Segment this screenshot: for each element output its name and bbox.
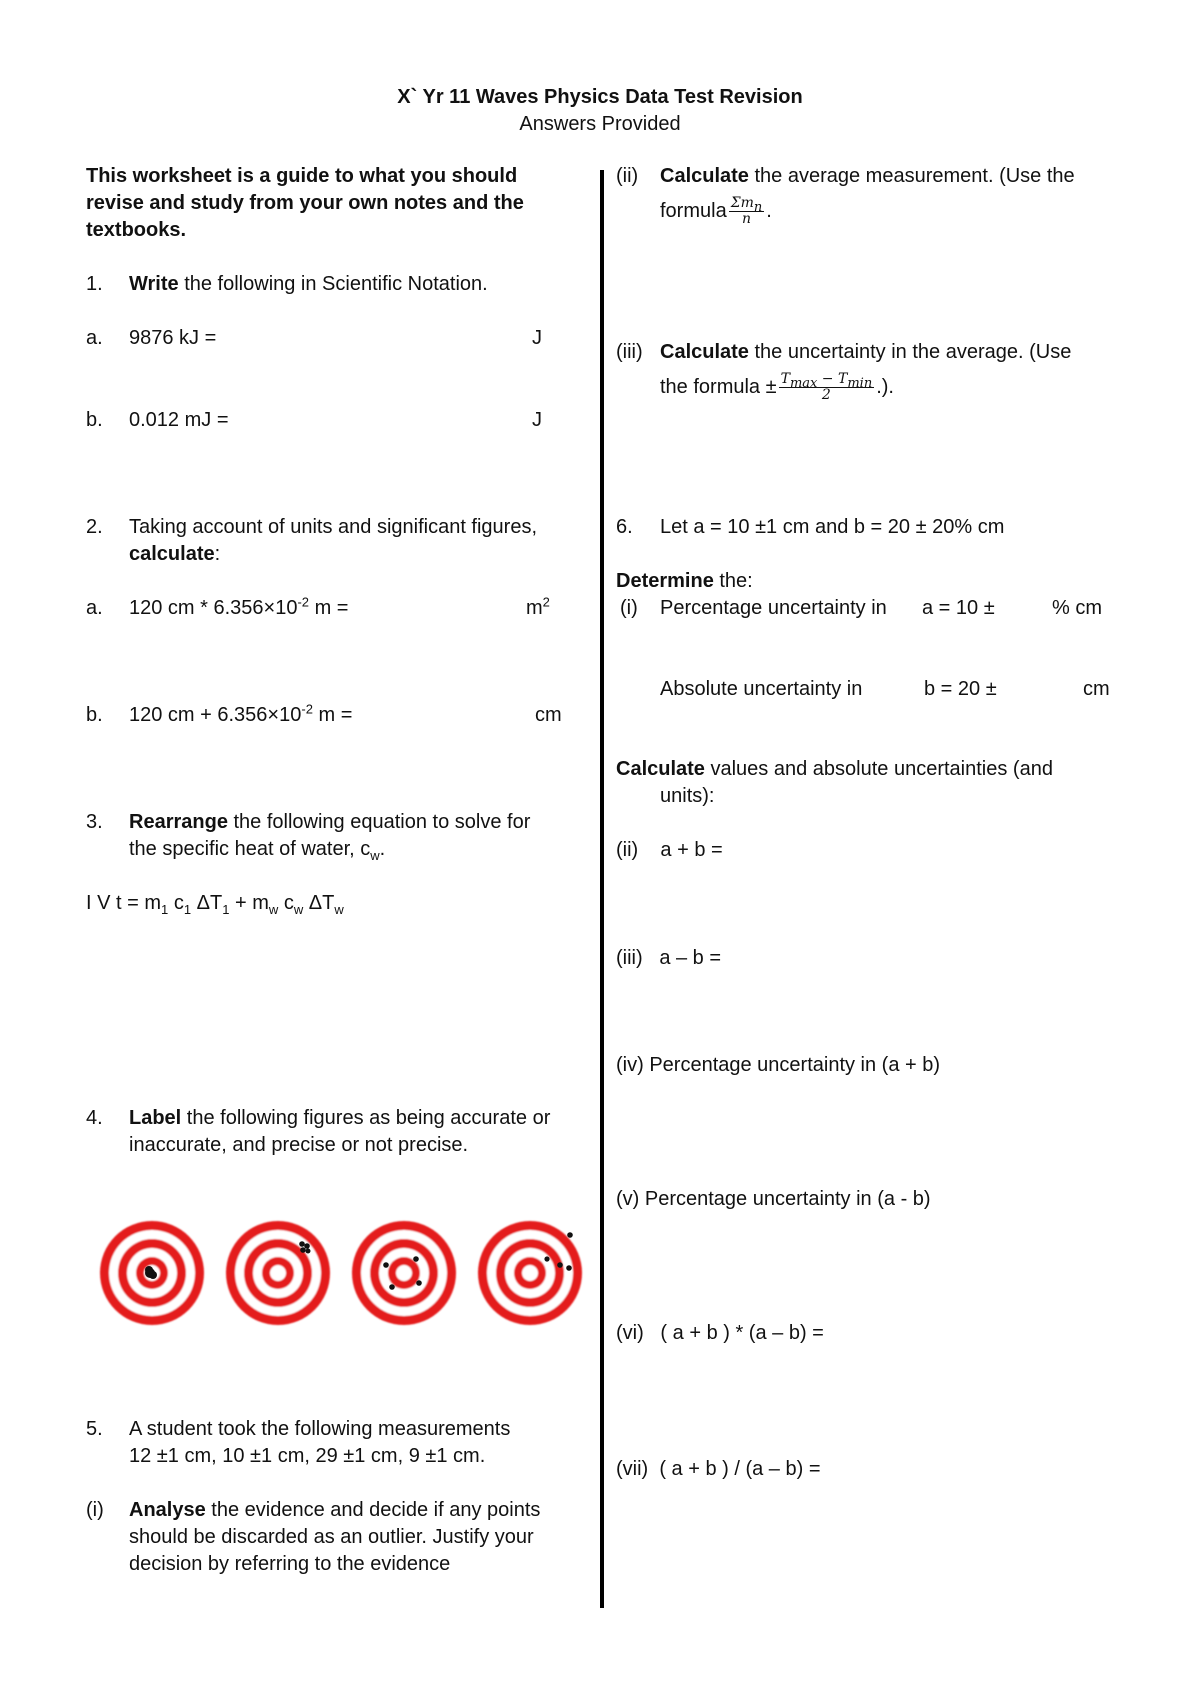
q5i-label: (i) [86, 1499, 104, 1521]
q2a-label: a. [86, 597, 103, 619]
q4-number: 4. [86, 1107, 103, 1129]
q2-line-1: Taking account of units and significant figures, [129, 516, 538, 538]
page-subtitle: Answers Provided [519, 113, 681, 135]
intro-line-3: textbooks. [86, 219, 187, 241]
q3-number: 3. [86, 811, 103, 833]
q1b-expression: 0.012 mJ = [129, 409, 229, 431]
q6-determine: Determine the: [616, 570, 753, 592]
q2b-unit: cm [535, 704, 562, 726]
q1-prompt: Write the following in Scientific Notation. [129, 273, 488, 295]
q1a-unit: J [532, 327, 542, 349]
q5iii-formula: the formula ± $\frac{T_{max} - T_{min}}{2}$ .). [660, 371, 894, 403]
q2b-label: b. [86, 704, 103, 726]
uncertainty-formula: $\frac{T_{max} - T_{min}}{2}$ [780, 371, 873, 403]
q2b-expression: 120 cm + $6.356\times 10^{-2}$ m = [129, 701, 353, 726]
q6vi-product: (vi) ( a + b ) * (a – b) = [616, 1322, 824, 1344]
q5iii-label: (iii) [616, 341, 643, 363]
q5i-prompt: Analyse the evidence and decide if any points [129, 1499, 541, 1521]
q1-number: 1. [86, 273, 103, 295]
q3-equation: I V $t = m_1$ $c_1$ $\Delta T_1 + m_w$ $c_w$ $\Delta T_w$ [86, 892, 344, 917]
q5iii-prompt: Calculate the uncertainty in the average. (Use [660, 341, 1072, 363]
q6ii-sum: (ii) a + b = [616, 839, 723, 861]
q1b-label: b. [86, 409, 103, 431]
q6-absolute-text: Absolute uncertainty in [660, 678, 863, 700]
q6i-label: (i) [620, 597, 638, 619]
q5ii-formula: formula $\frac{\Sigma m_n}{n}$ . [660, 195, 772, 227]
q6iii-difference: (iii) a – b = [616, 947, 722, 969]
q6-absolute-unit: cm [1083, 678, 1110, 700]
target-4 [478, 1221, 582, 1325]
q2-number: 2. [86, 516, 103, 538]
q6vii-quotient: (vii) ( a + b ) / (a – b) = [616, 1458, 821, 1480]
q5-line-1: A student took the following measurements [129, 1418, 511, 1440]
intro-line-1: This worksheet is a guide to what you should [86, 165, 518, 187]
q1a-expression: 9876 kJ = [129, 327, 217, 349]
q4-line-2: inaccurate, and precise or not precise. [129, 1134, 469, 1156]
intro-line-2: revise and study from your own notes and the [86, 192, 524, 214]
q6-calculate-line-2: units): [660, 785, 715, 807]
q1b-unit: J [532, 409, 542, 431]
q6i-text: Percentage uncertainty in [660, 597, 887, 619]
q5ii-prompt: Calculate the average measurement. (Use the [660, 165, 1075, 187]
q5i-line-3: decision by referring to the evidence [129, 1553, 451, 1575]
target-diagrams [96, 1217, 588, 1329]
q2a-unit: $m^2$ [526, 594, 550, 619]
q5ii-label: (ii) [616, 165, 639, 187]
q5-measurements: 12 ±1 cm, 10 ±1 cm, 29 ±1 cm, 9 ±1 cm. [129, 1445, 486, 1467]
target-2 [226, 1221, 330, 1325]
average-formula: $\frac{\Sigma m_n}{n}$ [730, 195, 763, 227]
target-3 [352, 1221, 456, 1325]
q6-number: 6. [616, 516, 633, 538]
q6i-unit: % cm [1052, 597, 1102, 619]
q3-line-2: the specific heat of water, $c_w$. [129, 838, 386, 863]
q6-given: Let a = 10 ±1 cm and b = 20 ± 20% cm [660, 516, 1005, 538]
q6iv-percentage-sum: (iv) Percentage uncertainty in (a + b) [616, 1054, 941, 1076]
q2a-expression: 120 cm * $6.356\times 10^{-2}$ m = [129, 594, 349, 619]
column-divider [600, 170, 604, 1608]
q1a-label: a. [86, 327, 103, 349]
q2-line-2: calculate: [129, 543, 221, 565]
q5i-line-2: should be discarded as an outlier. Justify your [129, 1526, 534, 1548]
q6i-equation: a = 10 ± [922, 597, 995, 619]
q4-prompt: Label the following figures as being accurate or [129, 1107, 551, 1129]
q6v-percentage-difference: (v) Percentage uncertainty in (a - b) [616, 1188, 931, 1210]
q5-number: 5. [86, 1418, 103, 1440]
page-title: X` Yr 11 Waves Physics Data Test Revision [397, 86, 803, 108]
q6-absolute-equation: b = 20 ± [924, 678, 997, 700]
q3-prompt: Rearrange the following equation to solve for [129, 811, 531, 833]
q6-calculate: Calculate values and absolute uncertainties (and [616, 758, 1053, 780]
